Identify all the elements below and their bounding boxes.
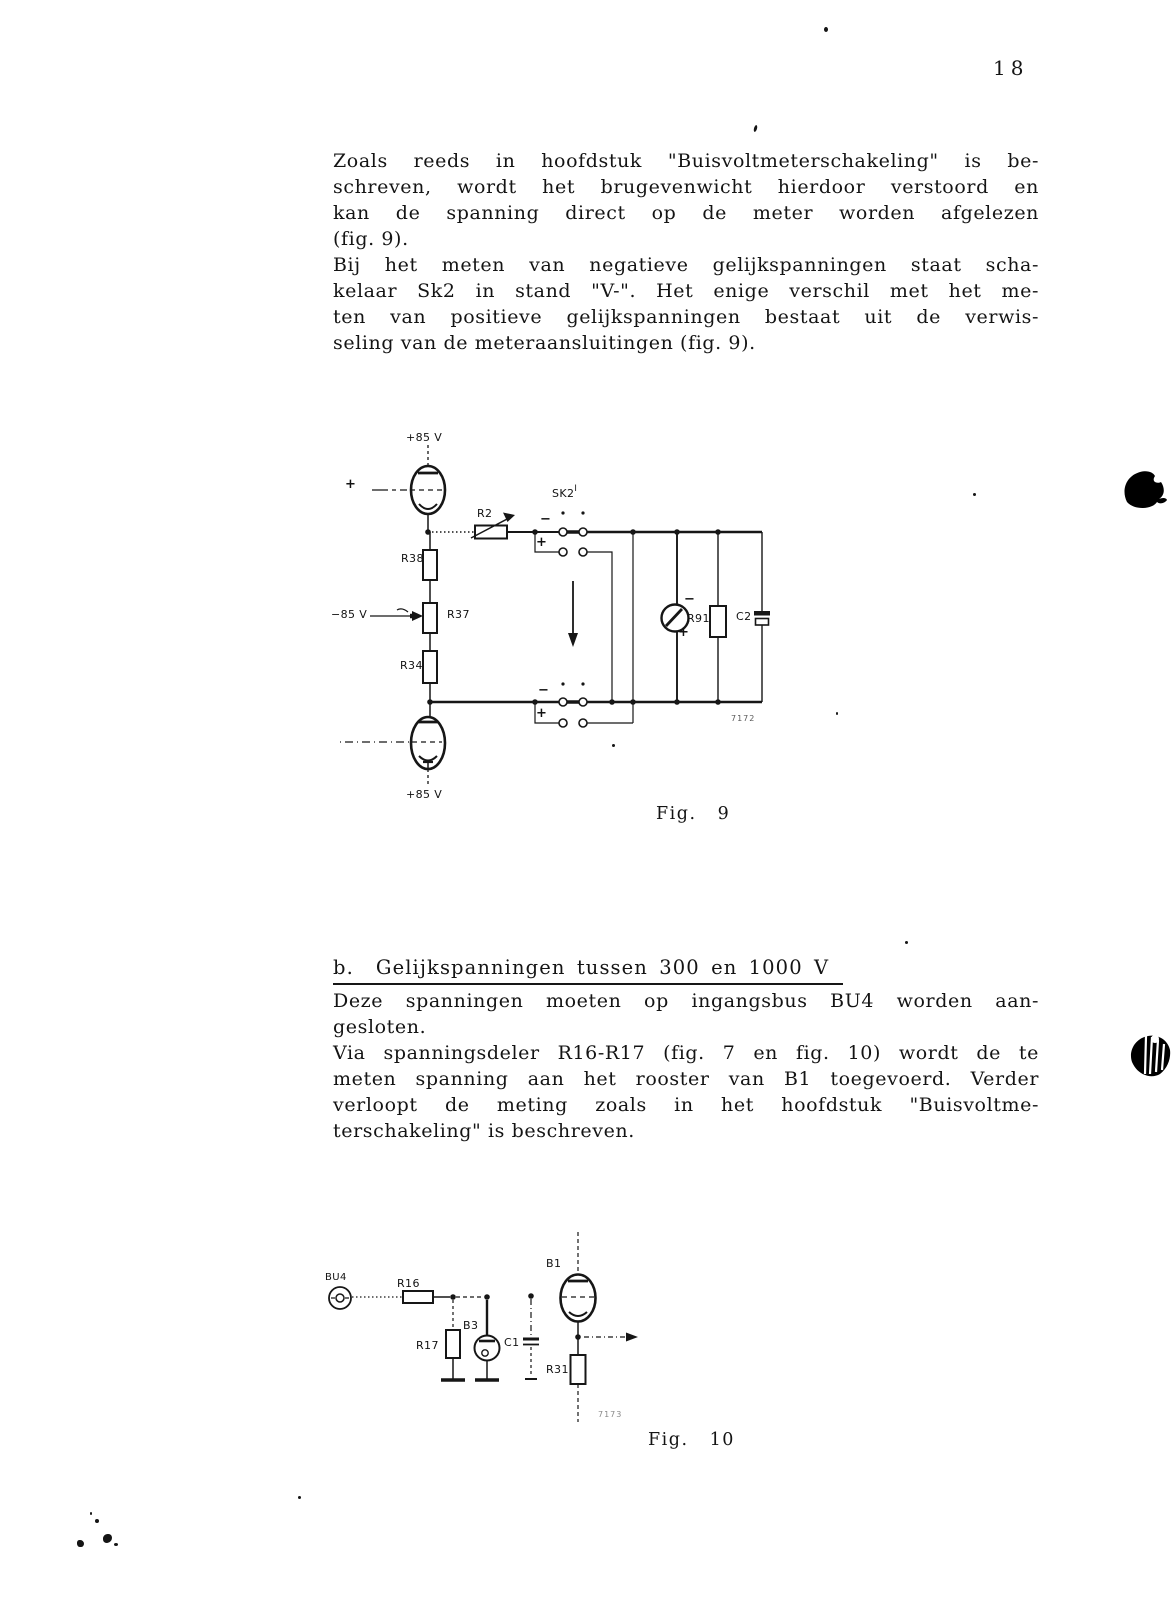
- text-line: Bij het meten van negatieve gelijkspanningen staat scha-: [333, 254, 1039, 276]
- fig9-caption: Fig. 9: [656, 804, 731, 824]
- meter-plus-label: +: [678, 625, 690, 640]
- ink-speck: [114, 1543, 118, 1546]
- b1-label: B1: [546, 1257, 562, 1270]
- sk2-position-label: I: [574, 484, 577, 494]
- ink-speck: [103, 1534, 112, 1543]
- text-line: Zoals reeds in hoofdstuk "Buisvoltmeterschakeling" is be-: [333, 150, 1039, 172]
- r16-label: R16: [397, 1277, 420, 1290]
- r38-label: R38: [401, 552, 424, 565]
- text-line: kan de spanning direct op de meter worden afgelezen: [333, 202, 1039, 224]
- contact-minus-top-label: −: [540, 512, 552, 527]
- ink-speck: [836, 712, 838, 715]
- fig9-drawing-number: 7172: [731, 714, 756, 723]
- section-marker: b.: [333, 956, 354, 979]
- text-line: gesloten.: [333, 1016, 427, 1038]
- ink-speck: [612, 744, 615, 747]
- ink-speck: [298, 1496, 301, 1499]
- supply-top-label: +85 V: [406, 431, 443, 444]
- text-line: meten spanning aan het rooster van B1 toegevoerd. Verder: [333, 1068, 1039, 1090]
- ink-speck: [77, 1540, 84, 1547]
- text-line: verloopt de meting zoals in het hoofdstuk "Buisvoltme-: [333, 1094, 1039, 1116]
- r37-label: R37: [447, 608, 470, 621]
- text-line: Via spanningsdeler R16-R17 (fig. 7 en fig. 10) wordt de te: [333, 1042, 1039, 1064]
- fig10-schematic: [300, 1228, 660, 1428]
- contact-minus-bottom-label: −: [538, 683, 550, 698]
- ink-speck: [95, 1519, 99, 1523]
- r17-label: R17: [416, 1339, 439, 1352]
- r31-label: R31: [546, 1363, 569, 1376]
- ink-blob: [1122, 1028, 1172, 1085]
- b3-label: B3: [463, 1319, 479, 1332]
- supply-neg-label: −85 V: [331, 608, 368, 621]
- c2-label: C2: [736, 610, 752, 623]
- ink-speck: [973, 493, 976, 496]
- section-b-heading: [333, 956, 843, 985]
- text-line: ten van positieve gelijkspanningen bestaat uit de verwis-: [333, 306, 1039, 328]
- fig10-caption: Fig. 10: [648, 1430, 735, 1450]
- ink-speck: [824, 27, 828, 32]
- r91-label: R91: [687, 612, 710, 625]
- text-line: terschakeling" is beschreven.: [333, 1120, 635, 1142]
- paragraph-1: [333, 148, 1039, 356]
- r34-label: R34: [400, 659, 423, 672]
- ink-speck: [753, 125, 758, 133]
- sk2-label: $SK2^I$: [552, 484, 577, 500]
- text-line: (fig. 9).: [333, 228, 409, 250]
- paragraph-2: [333, 988, 1039, 1144]
- page-number: 18: [993, 56, 1029, 80]
- input-plus-label: +: [345, 477, 357, 492]
- ink-speck: [90, 1512, 92, 1515]
- ink-speck: [905, 941, 908, 944]
- text-line: schreven, wordt het brugevenwicht hierdoor verstoord en: [333, 176, 1039, 198]
- text-line: kelaar Sk2 in stand "V-". Het enige verschil met het me-: [333, 280, 1039, 302]
- supply-bottom-label: +85 V: [406, 788, 443, 801]
- text-line: Deze spanningen moeten op ingangsbus BU4 worden aan-: [333, 990, 1039, 1012]
- fig10-drawing-number: 7173: [598, 1410, 623, 1419]
- meter-minus-label: −: [684, 592, 696, 607]
- ink-blob: [1113, 462, 1170, 514]
- c1-label: C1: [504, 1336, 520, 1349]
- r2-label: R2: [477, 507, 493, 520]
- text-line: seling van de meteraansluitingen (fig. 9).: [333, 332, 756, 354]
- contact-plus-top-label: +: [536, 535, 548, 550]
- contact-plus-bottom-label: +: [536, 706, 548, 721]
- bu4-label: BU4: [325, 1272, 347, 1283]
- section-title: Gelijkspanningen tussen 300 en 1000 V: [375, 956, 830, 979]
